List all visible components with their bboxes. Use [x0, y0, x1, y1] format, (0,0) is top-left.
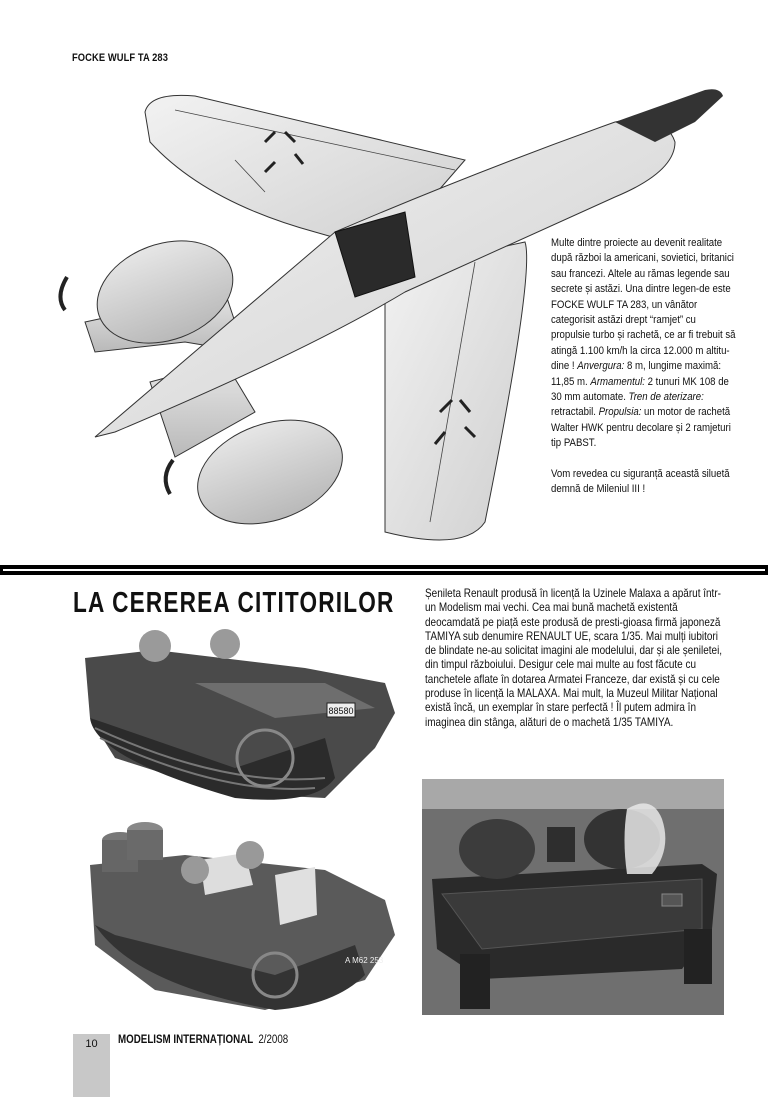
closing-paragraph: Vom revedea cu siguranță această siluetă demnă de Mileniul III !: [551, 467, 730, 496]
magazine-name: MODELISM INTERNAȚIONAL: [118, 1034, 254, 1046]
intro-paragraph: Multe dintre proiecte au devenit realitate după război la americani, sovietici, britanici sau francezi. Altele au rămas legende sau secrete și astăzi. Una dintre legen-de este FOCKE WULF TA 283, un vânător categorisit astăzi drept “ramjet” cu propulsie turbo și rachetă, ce ar fi trebuit să atingă 1.100 km/h la circa 12.000 m altitu-dine ! Anvergura: 8 m, lungime maximă: 11,85 m. Armamentul: 2 tunuri MK 108 de 30 mm automate. Tren de aterizare: retractabil. Propulsia: un motor de rachetă Walter HWK pentru decolare și 2 ramjeturi tip PABST.: [551, 237, 736, 450]
tamiya-model-photo: [75, 815, 405, 1015]
aircraft-description: [551, 236, 736, 498]
armament-label: Armamentul:: [590, 375, 645, 388]
issue-number: 2/2008: [258, 1034, 289, 1046]
page-number: 10: [85, 1038, 98, 1050]
svg-text:88580: 88580: [328, 706, 354, 716]
section-label: FOCKE WULF TA 283: [72, 52, 168, 64]
svg-text:A M62 253: A M62 253: [345, 956, 384, 965]
article-body: Șenileta Renault produsă în licență la Uzinele Malaxa a apărut într-un Modelism mai vechi. Cea mai bună machetă existentă deocamdată pe piață este produsă de presti-gioasa firmă japoneză TAMIYA sub denumire RENAULT UE, scara 1/35. Mai mulți iubitori de blindate ne-au solicitat imagini ale modelului, dar și ale șeniletei, din timpul războiului. Desigur cele mai multe au fost făcute cu tanchetele aflate în dotarea Armatei Franceze, dar există și cu cele produse în licență la MALAXA. Mai mult, la Muzeul Militar Național există încă, un exemplar în stare perfectă ! Îl putem admira în imaginea din stânga, alături de o machetă 1/35 TAMIYA.: [425, 587, 723, 729]
magazine-footer: [118, 1034, 288, 1046]
article-headline: LA CEREREA CITITORILOR: [73, 587, 395, 619]
section-divider-inner-line: [3, 569, 765, 571]
wingspan-label: Anvergura:: [577, 360, 625, 373]
landing-gear-label: Tren de aterizare:: [628, 391, 704, 404]
wartime-tankette-photo: [422, 779, 724, 1015]
propulsion-label: Propulsia:: [598, 406, 642, 419]
museum-tankette-photo: [75, 628, 405, 808]
